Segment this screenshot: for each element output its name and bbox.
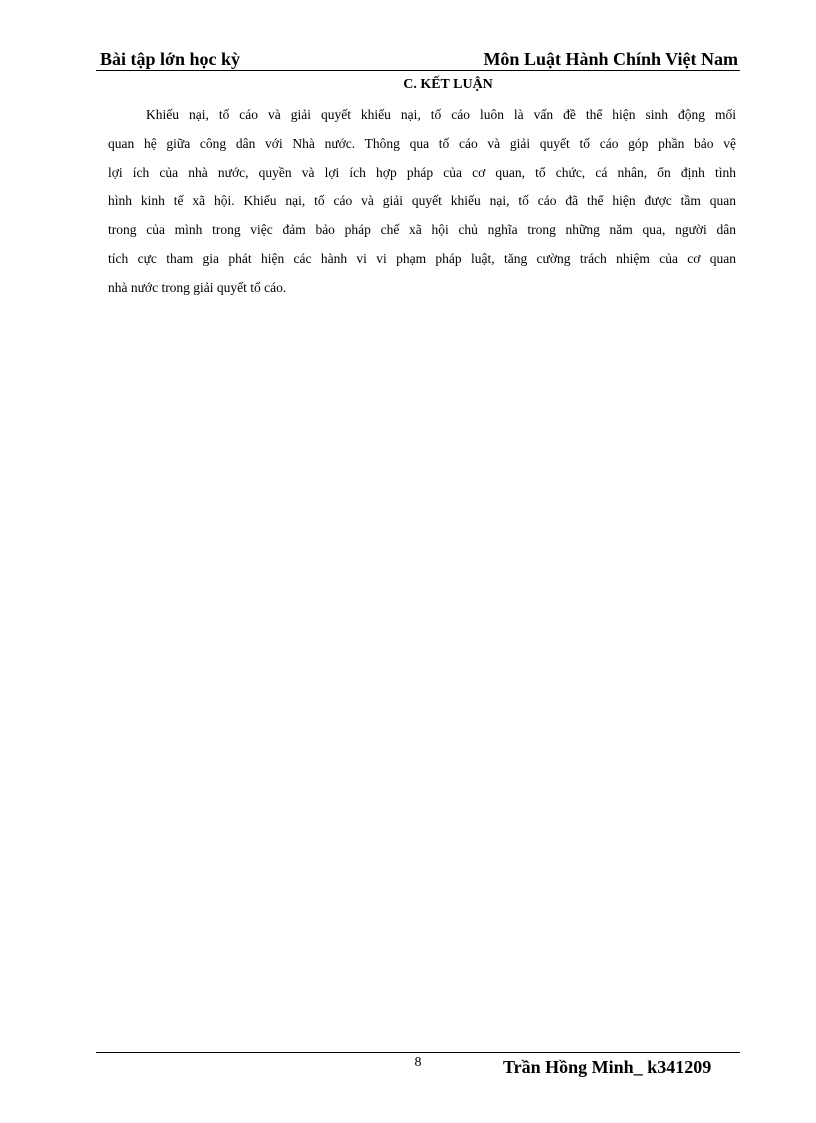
- paragraph-line: Khiếu nại, tố cáo và giải quyết khiếu nại, tố cáo luôn là vấn đề thể hiện sinh động mối: [146, 107, 736, 122]
- header-course-label: Bài tập lớn học kỳ: [100, 49, 241, 69]
- header-subject-title: Môn Luật Hành Chính Việt Nam: [483, 49, 738, 69]
- footer-divider: [96, 1052, 740, 1053]
- paragraph-line: nhà nước trong giải quyết tố cáo.: [108, 279, 287, 295]
- paragraph-line: quan hệ giữa công dân với Nhà nước. Thông qua tố cáo và giải quyết tố cáo góp phần bảo vệ: [108, 135, 736, 151]
- paragraph-line: lợi ích của nhà nước, quyền và lợi ích hợp pháp của cơ quan, tổ chức, cá nhân, ổn định tình: [108, 164, 736, 180]
- conclusion-paragraph: [108, 101, 736, 303]
- page-header: [96, 48, 740, 71]
- paragraph-line: hình kinh tế xã hội. Khiếu nại, tố cáo và giải quyết khiếu nại, tố cáo đã thể hiện được tầm quan: [108, 193, 736, 209]
- paragraph-line: tích cực tham gia phát hiện các hành vi vi phạm pháp luật, tăng cường trách nhiệm của cơ quan: [108, 250, 736, 266]
- footer-author: Trần Hồng Minh_ k341209: [503, 1057, 712, 1077]
- section-title: C. KẾT LUẬN: [403, 77, 493, 92]
- page-number: 8: [414, 1055, 422, 1070]
- paragraph-line: trong của mình trong việc đảm bảo pháp chế xã hội chủ nghĩa trong những năm qua, người dân: [108, 222, 736, 238]
